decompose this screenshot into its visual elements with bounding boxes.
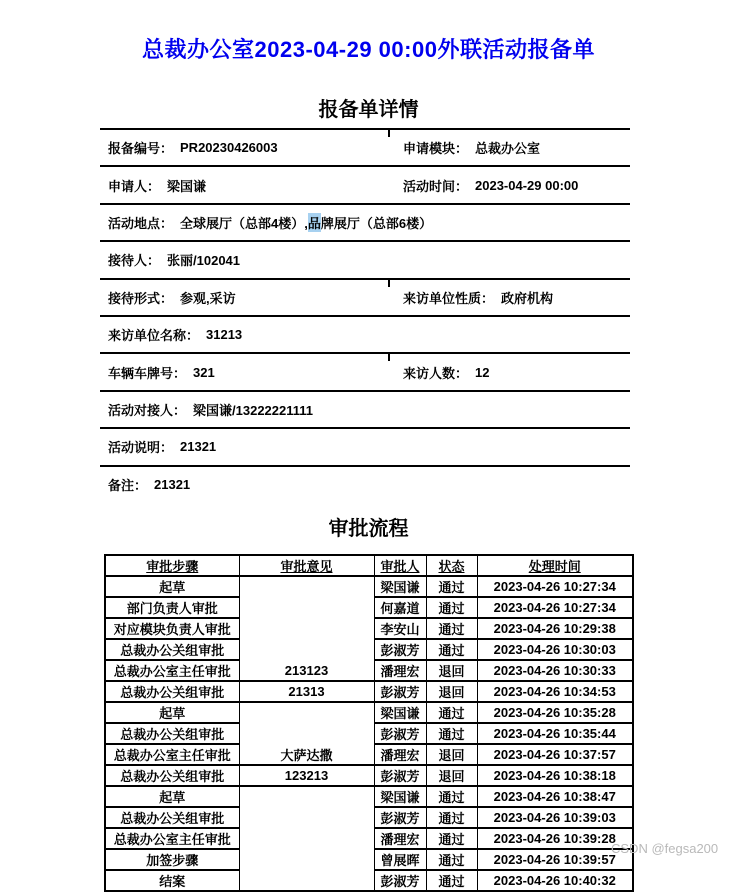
- approval-row: [105, 639, 633, 660]
- approval-row: [105, 681, 633, 702]
- field-label: 车辆车牌号：: [108, 365, 187, 381]
- approval-time: 2023-04-26 10:29:38: [477, 618, 633, 639]
- detail-field: [403, 167, 578, 202]
- field-value-highlighted: 品: [308, 213, 321, 232]
- detail-field: [108, 392, 313, 427]
- detail-field: [108, 130, 278, 165]
- approval-opinion: [239, 702, 374, 723]
- field-label: 来访人数：: [403, 365, 469, 381]
- approval-opinion: [239, 639, 374, 660]
- field-label: 申请人：: [108, 178, 161, 194]
- approval-time: 2023-04-26 10:30:33: [477, 660, 633, 681]
- field-value: 2023-04-29 00:00: [475, 177, 579, 193]
- approval-time: 2023-04-26 10:40:32: [477, 870, 633, 891]
- approval-row: [105, 597, 633, 618]
- approval-status: 通过: [426, 702, 477, 723]
- approval-row: [105, 870, 633, 891]
- approver-name: 李安山: [374, 618, 426, 639]
- approval-status: 退回: [426, 765, 477, 786]
- approval-status: 退回: [426, 660, 477, 681]
- approval-status: 通过: [426, 618, 477, 639]
- approval-status: 通过: [426, 870, 477, 891]
- approval-opinion: 123213: [239, 765, 374, 786]
- approval-opinion: [239, 828, 374, 849]
- field-value: 31213: [206, 327, 243, 343]
- approval-column-header-label: 审批步骤: [146, 559, 199, 574]
- approval-table-header: [105, 555, 633, 576]
- approval-step: 总裁办公室主任审批: [105, 660, 239, 681]
- approval-status: 通过: [426, 597, 477, 618]
- details-table: [100, 128, 630, 502]
- field-label: 接待形式：: [108, 290, 174, 306]
- detail-row: [100, 427, 630, 464]
- field-label: 活动时间：: [403, 178, 469, 194]
- approval-flow-table: [104, 554, 634, 892]
- approval-step: 总裁办公关组审批: [105, 639, 239, 660]
- approval-step: 起草: [105, 576, 239, 597]
- detail-field: [108, 467, 190, 502]
- approval-opinion: [239, 723, 374, 744]
- approval-row: [105, 660, 633, 681]
- approval-column-header-label: 状态: [438, 559, 465, 574]
- approval-row: [105, 702, 633, 723]
- approval-row: [105, 807, 633, 828]
- approval-time: 2023-04-26 10:35:44: [477, 723, 633, 744]
- detail-field: [108, 167, 206, 202]
- detail-row: [100, 352, 630, 389]
- approval-column-header: [239, 555, 374, 576]
- approval-opinion: 21313: [239, 681, 374, 702]
- approval-step: 加签步骤: [105, 849, 239, 870]
- csdn-watermark: CSDN @fegsa200: [611, 841, 719, 856]
- approval-opinion: [239, 597, 374, 618]
- detail-field: [403, 280, 553, 315]
- approval-step: 总裁办公关组审批: [105, 723, 239, 744]
- approver-name: 彭淑芳: [374, 765, 426, 786]
- approval-time: 2023-04-26 10:39:57: [477, 849, 633, 870]
- approval-time: 2023-04-26 10:34:53: [477, 681, 633, 702]
- field-value: 参观,采访: [180, 290, 236, 306]
- approval-column-header-label: 审批意见: [280, 559, 333, 574]
- approver-name: 彭淑芳: [374, 870, 426, 891]
- detail-row: [100, 465, 630, 502]
- detail-row: [100, 165, 630, 202]
- approval-opinion: [239, 786, 374, 807]
- field-value: PR20230426003: [180, 140, 278, 156]
- approver-name: 潘理宏: [374, 828, 426, 849]
- approval-column-header: [105, 555, 239, 576]
- approver-name: 彭淑芳: [374, 681, 426, 702]
- approval-time: 2023-04-26 10:38:47: [477, 786, 633, 807]
- approval-time: 2023-04-26 10:30:03: [477, 639, 633, 660]
- approval-step: 总裁办公关组审批: [105, 765, 239, 786]
- details-section-heading: 报备单详情: [318, 99, 419, 121]
- detail-field: [108, 280, 236, 315]
- approval-time: 2023-04-26 10:27:34: [477, 576, 633, 597]
- detail-row: [100, 203, 630, 240]
- approval-column-header-label: 审批人: [380, 559, 420, 574]
- approver-name: 彭淑芳: [374, 723, 426, 744]
- detail-field: [108, 354, 215, 389]
- field-value: 21321: [154, 476, 191, 492]
- detail-field: [403, 354, 489, 389]
- field-label: 活动对接人：: [108, 402, 187, 418]
- approval-time: 2023-04-26 10:39:03: [477, 807, 633, 828]
- field-value: 张丽/102041: [167, 253, 241, 269]
- field-label: 备注：: [108, 477, 148, 493]
- detail-field: [108, 317, 242, 352]
- approver-name: 梁国谦: [374, 786, 426, 807]
- approval-status: 通过: [426, 807, 477, 828]
- approval-status: 通过: [426, 828, 477, 849]
- field-value: 梁国谦/13222221111: [193, 402, 314, 418]
- approver-name: 彭淑芳: [374, 639, 426, 660]
- approval-section-heading: 审批流程: [328, 518, 409, 540]
- approval-column-header: [374, 555, 426, 576]
- approval-row: [105, 576, 633, 597]
- approval-status: 通过: [426, 576, 477, 597]
- approver-name: 曾展晖: [374, 849, 426, 870]
- detail-row: [100, 390, 630, 427]
- approval-opinion: [239, 807, 374, 828]
- field-label: 申请模块：: [403, 141, 469, 157]
- approval-step: 总裁办公室主任审批: [105, 744, 239, 765]
- field-value: 政府机构: [501, 290, 554, 306]
- approval-opinion: 213123: [239, 660, 374, 681]
- field-value: 12: [475, 364, 490, 380]
- approval-row: [105, 828, 633, 849]
- approval-step: 起草: [105, 702, 239, 723]
- field-value: 梁国谦: [167, 178, 207, 194]
- approval-time: 2023-04-26 10:39:28: [477, 828, 633, 849]
- field-label: 活动说明：: [108, 440, 174, 456]
- approval-column-header-label: 处理时间: [528, 559, 581, 574]
- field-label: 来访单位性质：: [403, 290, 495, 306]
- approval-time: 2023-04-26 10:27:34: [477, 597, 633, 618]
- approver-name: 何嘉道: [374, 597, 426, 618]
- approval-status: 通过: [426, 723, 477, 744]
- approval-row: [105, 723, 633, 744]
- approval-step: 结案: [105, 870, 239, 891]
- page-title: 总裁办公室2023-04-29 00:00外联活动报备单: [142, 37, 595, 62]
- approval-opinion: [239, 849, 374, 870]
- approval-status: 通过: [426, 639, 477, 660]
- approval-step: 总裁办公关组审批: [105, 807, 239, 828]
- approval-row: [105, 765, 633, 786]
- approval-column-header: [426, 555, 477, 576]
- approval-step: 对应模块负责人审批: [105, 618, 239, 639]
- field-label: 接待人：: [108, 253, 161, 269]
- detail-field: [108, 429, 216, 464]
- field-label: 来访单位名称：: [108, 328, 200, 344]
- approval-opinion: 大萨达撒: [239, 744, 374, 765]
- field-label: 活动地点：: [108, 215, 174, 231]
- approval-status: 通过: [426, 849, 477, 870]
- approval-step: 总裁办公室主任审批: [105, 828, 239, 849]
- approval-step: 起草: [105, 786, 239, 807]
- detail-row: [100, 315, 630, 352]
- approval-row: [105, 786, 633, 807]
- approval-status: 退回: [426, 744, 477, 765]
- detail-field: [108, 205, 432, 240]
- field-label: 报备编号：: [108, 141, 174, 157]
- approver-name: 梁国谦: [374, 576, 426, 597]
- detail-field: [403, 130, 540, 165]
- approval-table-body: [105, 576, 633, 891]
- approval-header-row: [105, 555, 633, 576]
- detail-field: [108, 242, 240, 277]
- field-value: 总裁办公室: [475, 141, 541, 157]
- approval-time: 2023-04-26 10:35:28: [477, 702, 633, 723]
- approval-opinion: [239, 618, 374, 639]
- field-value: 全球展厅（总部4楼）,: [180, 215, 308, 231]
- approval-step: 总裁办公关组审批: [105, 681, 239, 702]
- approval-row: [105, 849, 633, 870]
- field-value: 21321: [180, 439, 217, 455]
- approval-column-header: [477, 555, 633, 576]
- detail-row: [100, 278, 630, 315]
- detail-row: [100, 128, 630, 165]
- approval-row: [105, 744, 633, 765]
- field-value: 321: [193, 364, 215, 380]
- approval-opinion: [239, 576, 374, 597]
- approval-opinion: [239, 870, 374, 891]
- approval-step: 部门负责人审批: [105, 597, 239, 618]
- approval-row: [105, 618, 633, 639]
- approver-name: 梁国谦: [374, 702, 426, 723]
- approval-status: 通过: [426, 786, 477, 807]
- field-value: 牌展厅（总部6楼）: [320, 215, 433, 231]
- approval-status: 退回: [426, 681, 477, 702]
- approver-name: 彭淑芳: [374, 807, 426, 828]
- detail-row: [100, 240, 630, 277]
- approver-name: 潘理宏: [374, 660, 426, 681]
- approval-time: 2023-04-26 10:37:57: [477, 744, 633, 765]
- approver-name: 潘理宏: [374, 744, 426, 765]
- approval-time: 2023-04-26 10:38:18: [477, 765, 633, 786]
